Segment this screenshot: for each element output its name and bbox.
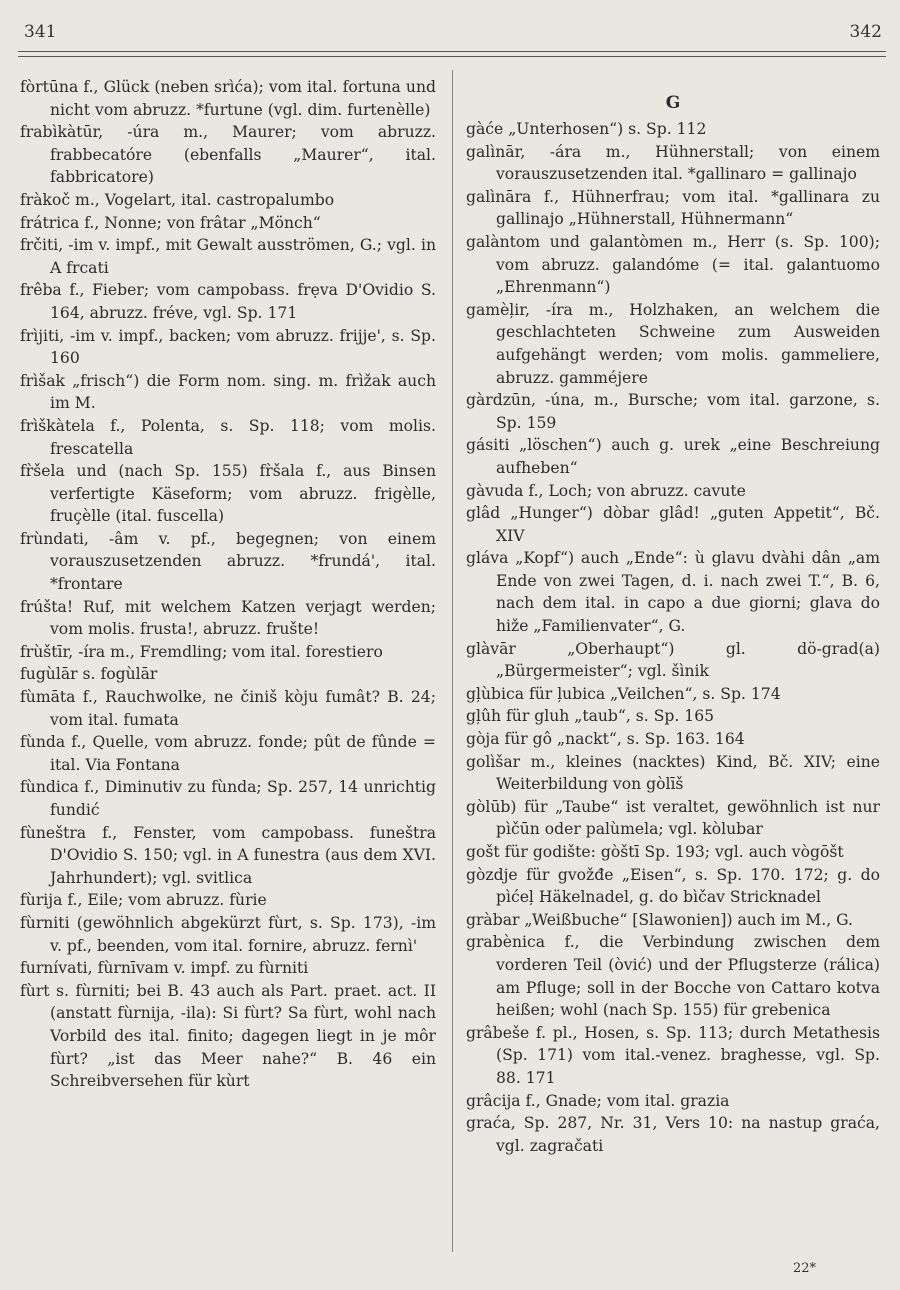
dictionary-entry: furnívati, fùrnīvam v. impf. zu fùrniti bbox=[20, 959, 309, 978]
dictionary-entry: fùrt s. fùrniti; bei B. 43 auch als Part. praet. act. II (anstatt fùrnija, -ila): Si fùrt? Sa fùrt, wohl nach Vorbild des ital. finito; dagegen liegt in je môr fùrt? „ist das Meer nahe?“ B. 46 ein Schreibversehen für kùrt bbox=[20, 981, 436, 1091]
dictionary-entry: gàvuda f., Loch; von abruzz. cavute bbox=[466, 481, 746, 500]
dictionary-entry: fùndica f., Diminutiv zu fùnda; Sp. 257, 14 unrichtig fundić bbox=[20, 778, 436, 819]
dictionary-entry: galìnāra f., Hühnerfrau; vom ital. *gallinara zu gallinajo „Hühnerstall, Hühnermann“ bbox=[466, 187, 880, 229]
dictionary-entry: gásiti „löschen“) auch g. urek „eine Beschreiung aufheben“ bbox=[466, 436, 880, 477]
column-divider bbox=[452, 70, 453, 1252]
dictionary-entry: fùneštra f., Fenster, vom campobass. funeštra D'Ovidio S. 150; vgl. in A funestra (aus dem XVI. Jahrhundert); vgl. svitlica bbox=[20, 823, 436, 887]
dictionary-entry: gláva „Kopf“) auch „Ende“: ù glavu dvàhi dân „am Ende von zwei Tagen, d. i. nach zwei T.“, B. 6, nach dem ital. in capo a due giorni; glava do hiže „Familienvater“, G. bbox=[466, 549, 880, 636]
dictionary-entry: grâbeše f. pl., Hosen, s. Sp. 113; durch Metathesis (Sp. 171) vom ital.-venez. braghesse, vgl. Sp. 88. 171 bbox=[466, 1023, 880, 1087]
dictionary-entry: fùmāta f., Rauchwolke, ne činiš kòju fumât? B. 24; vom ital. fumata bbox=[20, 688, 436, 729]
page-number-left: 341 bbox=[24, 22, 57, 42]
dictionary-entry: glâd „Hunger“) dòbar glâd! „guten Appetit“, Bč. XIV bbox=[466, 504, 880, 545]
dictionary-entry: frìškàtela f., Polenta, s. Sp. 118; vom molis. frescatella bbox=[20, 416, 436, 458]
dictionary-entry: gošt für godište: gòštī Sp. 193; vgl. auch vògōšt bbox=[466, 843, 844, 861]
dictionary-entry: frabìkàtūr, -úra m., Maurer; vom abruzz. frabbecatóre (ebenfalls „Maurer“, ital. fabbricatore) bbox=[20, 123, 436, 187]
dictionary-entry: frúšta! Ruf, mit welchem Katzen verjagt werden; vom molis. frusta!, abruzz. frušte! bbox=[20, 597, 436, 639]
printer-signature: 22* bbox=[792, 1261, 816, 1276]
dictionary-entry: frìšak „frisch“) die Form nom. sing. m. frìžak auch im M. bbox=[20, 371, 436, 413]
dictionary-entry: frìjiti, -im v. impf., backen; vom abruzz. frijje', s. Sp. 160 bbox=[20, 326, 436, 368]
dictionary-entry: golìšar m., kleines (nacktes) Kind, Bč. XIV; eine Weiterbildung von gòlīš bbox=[466, 752, 880, 794]
dictionary-entry: frátrica f., Nonne; von frâtar „Mönch“ bbox=[20, 213, 321, 232]
dictionary-entry: graća, Sp. 287, Nr. 31, Vers 10: na nastup graća, vgl. zagračati bbox=[466, 1114, 880, 1155]
dictionary-entry: gòzdje für gvožđe „Eisen“, s. Sp. 170. 172; g. do pìćeļ Häkelnadel, g. do bìčav Stricknadel bbox=[466, 865, 880, 907]
dictionary-entry: frčiti, -im v. impf., mit Gewalt ausströmen, G.; vgl. in A frcati bbox=[20, 236, 436, 277]
dictionary-entry: gàće „Unterhosen“) s. Sp. 112 bbox=[466, 120, 707, 138]
right-column bbox=[466, 76, 880, 1157]
dictionary-entry: fùrija f., Eile; vom abruzz. fùrie bbox=[20, 891, 267, 910]
dictionary-entry: fugùlār s. fogùlār bbox=[20, 665, 158, 684]
dictionary-entry: gamèļir, -íra m., Holzhaken, an welchem die geschlachteten Schweine zum Ausweiden aufgehängt werden; vom molis. gammeliere, abruzz. gamméjere bbox=[466, 300, 880, 387]
header-rule bbox=[18, 51, 886, 52]
dictionary-entry: fùnda f., Quelle, vom abruzz. fonde; pût de fûnde = ital. Via Fontana bbox=[20, 733, 436, 774]
dictionary-entry: gòlūb) für „Taube“ ist veraltet, gewöhnlich ist nur pìčūn oder palùmela; vgl. kòlubar bbox=[466, 797, 880, 839]
dictionary-entry: fràkoč m., Vogelart, ital. castropalumbo bbox=[20, 190, 335, 209]
dictionary-entry: frùndati, -âm v. pf., begegnen; von einem vorauszusetzenden abruzz. *frundá', ital. *frontare bbox=[20, 529, 436, 594]
section-letter: G bbox=[665, 93, 681, 113]
dictionary-entry: frùštīr, -íra m., Fremdling; vom ital. forestiero bbox=[20, 642, 383, 661]
dictionary-entry: glàvār „Oberhaupt“) gl. dö-grad(a) „Bürgermeister“; vgl. šìnik bbox=[466, 639, 880, 681]
dictionary-entry: gàrdzūn, -úna, m., Bursche; vom ital. garzone, s. Sp. 159 bbox=[466, 391, 880, 432]
header-rule-double bbox=[18, 56, 886, 57]
dictionary-entry: fr̀šela und (nach Sp. 155) fr̀šala f., aus Binsen verfertigte Käseform; vom abruzz. frigèlle, fruçèlle (ital. fuscella) bbox=[20, 462, 436, 526]
dictionary-entry: fòrtūna f., Glück (neben srìća); vom ital. fortuna und nicht vom abruzz. *furtune (vgl. dim. furtenèlle) bbox=[20, 78, 436, 119]
dictionary-entry: galìnār, -ára m., Hühnerstall; von einem vorauszusetzenden ital. *gallinaro = gallinajo bbox=[466, 142, 880, 184]
page-number-right: 342 bbox=[849, 22, 882, 42]
dictionary-entry: gļùbica für ļubica „Veilchen“, s. Sp. 174 bbox=[466, 684, 781, 703]
left-column bbox=[20, 76, 436, 1093]
dictionary-entry: fùrniti (gewöhnlich abgekürzt fùrt, s. Sp. 173), -im v. pf., beenden, vom ital. fornire, abruzz. fernì' bbox=[20, 913, 436, 955]
dictionary-entry: grabènica f., die Verbindung zwischen dem vorderen Teil (òvić) und der Pflugsterze (rálica) am Pfluge; soll in der Bocche von Cattaro kotva heißen; wohl (nach Sp. 155) für grebenica bbox=[466, 933, 880, 1020]
dictionary-entry: grâcija f., Gnade; vom ital. grazia bbox=[466, 1091, 730, 1110]
dictionary-entry: frêba f., Fieber; vom campobass. frẹva D'Ovidio S. 164, abruzz. fréve, vgl. Sp. 171 bbox=[20, 281, 436, 322]
dictionary-entry: gòja für gô „nackt“, s. Sp. 163. 164 bbox=[466, 730, 745, 749]
dictionary-entry: gļûh für gluh „taub“, s. Sp. 165 bbox=[466, 707, 715, 726]
dictionary-entry: gràbar „Weißbuche“ [Slawonien]) auch im M., G. bbox=[466, 910, 854, 929]
dictionary-entry: galàntom und galantòmen m., Herr (s. Sp. 100); vom abruzz. galandóme (= ital. galantuomo „Ehrenmann“) bbox=[466, 232, 880, 297]
